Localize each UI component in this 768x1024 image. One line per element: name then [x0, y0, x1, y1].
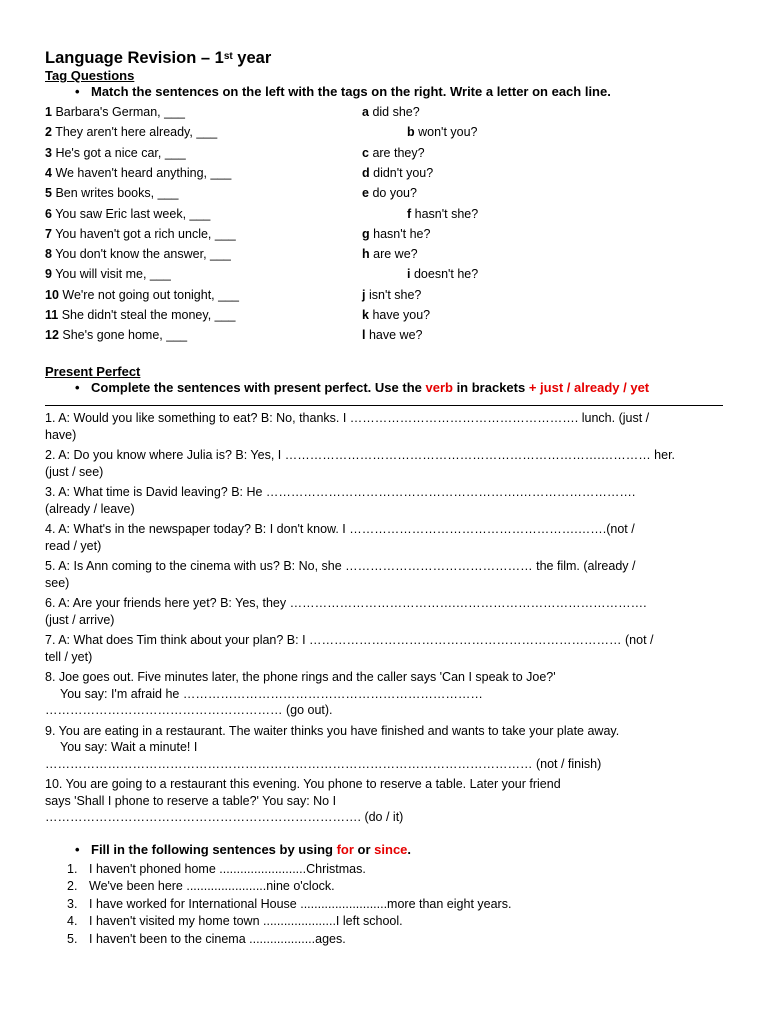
sentence-text: She's gone home, ___ — [62, 328, 188, 343]
sentence-text: She didn't steal the money, ___ — [61, 308, 236, 322]
present-perfect-list — [45, 410, 725, 826]
tag-letter: k — [362, 308, 369, 322]
tag-item — [362, 143, 425, 163]
sentence-text: We haven't heard anything, ___ — [55, 165, 232, 180]
worksheet-page — [45, 48, 725, 948]
sentence-number: 5 — [45, 186, 52, 201]
tag-item — [362, 224, 430, 244]
exercise-line: 6. A: Are your friends here yet? B: Yes, they ………………………………….………………………………………. — [45, 596, 647, 610]
present-perfect-heading: Present Perfect — [45, 364, 141, 379]
item-text: I have worked for International House .........................more than eight years. — [89, 896, 512, 911]
sentence-item — [45, 183, 178, 203]
title-text: Language Revision – 1 — [45, 49, 224, 67]
sentence-number: 2 — [45, 125, 52, 140]
exercise-line: have) — [45, 427, 77, 442]
tag-text: hasn't she? — [414, 206, 479, 221]
tag-row — [45, 143, 725, 163]
sentence-text: They aren't here already, ___ — [55, 125, 218, 140]
exercise-line: 8. Joe goes out. Five minutes later, the phone rings and the caller says 'Can I speak to Joe?' — [45, 670, 556, 684]
sentence-text: We're not going out tonight, ___ — [62, 287, 239, 302]
exercise-line: 9. You are eating in a restaurant. The waiter thinks you have finished and wants to take your plate away. — [45, 723, 620, 738]
tag-letter: b — [407, 125, 415, 140]
tag-row — [45, 204, 725, 224]
sentence-item — [45, 122, 217, 142]
instruction-text: Match the sentences on the left with the tags on the right. Write a letter on each line. — [91, 84, 611, 99]
exercise-item — [45, 776, 725, 826]
tag-item — [407, 122, 478, 142]
item-text: I haven't phoned home .........................Christmas. — [89, 861, 366, 876]
tag-row — [45, 122, 725, 142]
tag-item — [362, 325, 422, 345]
exercise-line: read / yet) — [45, 538, 102, 553]
exercise-line: You say: Wait a minute! I — [60, 740, 198, 754]
title-text-end: year — [232, 49, 272, 67]
tag-text: do you? — [372, 186, 417, 201]
tag-letter: h — [362, 247, 370, 262]
sentence-text: You saw Eric last week, ___ — [55, 206, 211, 221]
tag-item — [362, 102, 420, 122]
sentence-number: 10 — [45, 287, 59, 302]
sentence-item — [45, 163, 231, 183]
exercise-line: ………………………………………………… (go out). — [45, 703, 333, 717]
exercise-line: 10. You are going to a restaurant this evening. You phone to reserve a table. Later your friend — [45, 777, 561, 791]
sentence-text: You will visit me, ___ — [55, 267, 171, 282]
tag-text: hasn't he? — [373, 226, 431, 241]
tag-item — [362, 285, 421, 305]
sentence-number: 3 — [45, 145, 52, 160]
tag-text: did she? — [372, 105, 420, 119]
exercise-item — [45, 521, 725, 554]
sentence-number: 12 — [45, 328, 59, 343]
tag-item — [362, 244, 418, 264]
instruction-text: in brackets — [452, 380, 529, 395]
item-number: 1. — [67, 861, 78, 876]
tag-letter: f — [407, 206, 412, 221]
tag-text: isn't she? — [368, 287, 422, 302]
instruction-text: Fill in the following sentences by using — [91, 841, 337, 857]
tag-questions-heading: Tag Questions — [45, 68, 135, 83]
exercise-line: ……………………………………………………………………………………………………… (not / finish) — [45, 756, 602, 771]
tag-letter: l — [362, 328, 366, 343]
item-number: 3. — [67, 896, 78, 911]
exercise-item — [45, 632, 725, 665]
tag-questions-instruction — [45, 84, 725, 100]
tag-text: are we? — [373, 247, 418, 262]
word-since: since — [374, 841, 408, 857]
list-item — [45, 913, 725, 931]
for-since-instruction — [45, 842, 725, 858]
sentence-number: 8 — [45, 247, 52, 262]
exercise-line: 4. A: What's in the newspaper today? B: I don't know. I ……………………………………………….…….(not / — [45, 522, 635, 536]
exercise-line: 7. A: What does Tim think about your plan? B: I ………………………………………………………………… (not / — [45, 633, 654, 647]
instruction-words: + just / already / yet — [528, 380, 650, 395]
tag-row — [45, 305, 725, 325]
sentence-item — [45, 224, 236, 244]
tag-letter: e — [362, 186, 369, 201]
sentence-item — [45, 264, 171, 284]
item-text: I haven't been to the cinema ...................ages. — [89, 931, 346, 946]
instruction-text: Complete the sentences with present perfect. Use the — [91, 380, 426, 395]
tag-text: won't you? — [418, 125, 478, 140]
tag-text: have we? — [368, 328, 423, 343]
list-item — [45, 931, 725, 949]
sentence-number: 1 — [45, 105, 52, 119]
sentence-text: You don't know the answer, ___ — [55, 247, 231, 262]
tag-row — [45, 325, 725, 345]
tag-item — [407, 264, 478, 284]
exercise-item — [45, 669, 725, 719]
sentence-item — [45, 143, 186, 163]
tag-matching-table — [45, 102, 725, 342]
exercise-line: (just / see) — [45, 464, 104, 479]
item-number: 2. — [67, 879, 78, 893]
tag-row — [45, 285, 725, 305]
tag-row — [45, 163, 725, 183]
exercise-line: (already / leave) — [45, 501, 135, 516]
sentence-number: 6 — [45, 206, 52, 221]
word-for: for — [336, 841, 354, 857]
instruction-text: or — [353, 841, 375, 857]
sentence-item — [45, 244, 231, 264]
tag-text: didn't you? — [373, 165, 434, 180]
sentence-number: 9 — [45, 267, 52, 282]
tag-text: are they? — [372, 145, 425, 160]
exercise-item — [45, 447, 725, 480]
item-text: I haven't visited my home town .....................I left school. — [89, 914, 403, 928]
exercise-line: see) — [45, 575, 70, 590]
tag-item — [362, 305, 430, 325]
exercise-item — [45, 723, 725, 773]
tag-row — [45, 224, 725, 244]
present-perfect-instruction — [45, 380, 725, 396]
tag-item — [407, 204, 478, 224]
sentence-number: 7 — [45, 226, 52, 241]
title-superscript: st — [223, 51, 233, 62]
exercise-line: 5. A: Is Ann coming to the cinema with us? B: No, she ……………………………………… the film. (already / — [45, 559, 636, 573]
tag-letter: d — [362, 165, 370, 180]
tag-item — [362, 163, 433, 183]
sentence-number: 4 — [45, 165, 52, 180]
item-number: 5. — [67, 931, 78, 946]
bullet-icon: • — [75, 841, 80, 857]
exercise-item — [45, 410, 725, 443]
sentence-item — [45, 305, 236, 325]
bullet-icon: • — [75, 84, 80, 99]
tag-letter: a — [362, 105, 369, 119]
sentence-text: Barbara's German, ___ — [55, 105, 185, 119]
instruction-verb: verb — [425, 380, 453, 395]
item-text: We've been here .......................nine o'clock. — [89, 879, 335, 893]
sentence-text: He's got a nice car, ___ — [55, 145, 186, 160]
for-since-list — [45, 861, 725, 949]
sentence-item — [45, 285, 239, 305]
list-item — [45, 861, 725, 879]
tag-row — [45, 102, 725, 122]
list-item — [45, 878, 725, 896]
bullet-icon: • — [75, 380, 80, 395]
sentence-item — [45, 325, 187, 345]
exercise-line: (just / arrive) — [45, 612, 115, 627]
exercise-line: 1. A: Would you like something to eat? B: No, thanks. I ………………………………………………. lunch. (just / — [45, 411, 650, 425]
sentence-text: You haven't got a rich uncle, ___ — [55, 226, 236, 241]
list-item — [45, 896, 725, 914]
exercise-line: You say: I'm afraid he ……………………………………………………………… — [60, 686, 483, 701]
tag-text: have you? — [372, 308, 431, 322]
item-number: 4. — [67, 914, 78, 928]
exercise-item — [45, 484, 725, 517]
tag-row — [45, 264, 725, 284]
exercise-line: tell / yet) — [45, 649, 93, 664]
tag-text: doesn't he? — [413, 267, 479, 282]
tag-letter: c — [362, 145, 369, 160]
tag-letter: g — [362, 226, 370, 241]
exercise-line: …………………………………………………………………. (do / it) — [45, 810, 404, 824]
sentence-number: 11 — [45, 308, 59, 322]
exercise-item — [45, 595, 725, 628]
tag-letter: i — [407, 267, 411, 282]
exercise-line: 2. A: Do you know where Julia is? B: Yes, I ………………………………………………………………….………… her. — [45, 448, 676, 462]
tag-letter: j — [362, 287, 366, 302]
exercise-item — [45, 558, 725, 591]
exercise-line: 3. A: What time is David leaving? B: He …………………………………………………….………………………. — [45, 485, 636, 499]
tag-row — [45, 183, 725, 203]
sentence-item — [45, 204, 210, 224]
tag-row — [45, 244, 725, 264]
page-title — [45, 48, 725, 68]
sentence-text: Ben writes books, ___ — [55, 186, 179, 201]
tag-item — [362, 183, 417, 203]
instruction-text: . — [407, 841, 412, 857]
sentence-item — [45, 102, 185, 122]
exercise-line: says 'Shall I phone to reserve a table?' You say: No I — [45, 793, 337, 808]
